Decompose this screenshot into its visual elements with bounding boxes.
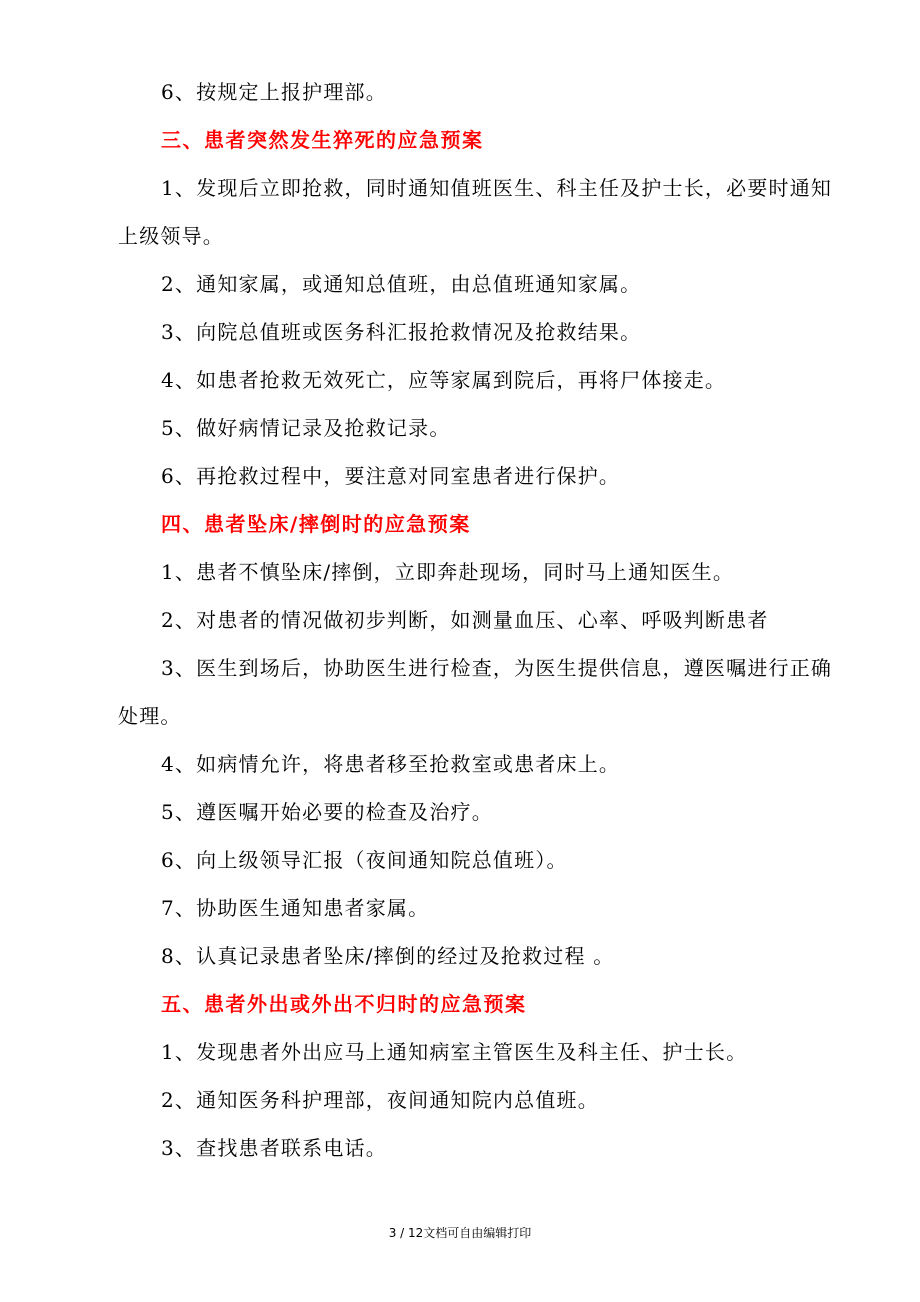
paragraph-line: 1、发现后立即抢救，同时通知值班医生、科主任及护士长，必要时通知 bbox=[161, 176, 833, 200]
paragraph-line: 8、认真记录患者坠床/摔倒的经过及抢救过程 。 bbox=[161, 944, 615, 968]
paragraph-line: 3、向院总值班或医务科汇报抢救情况及抢救结果。 bbox=[161, 320, 642, 344]
section-heading-fall: 四、患者坠床/摔倒时的应急预案 bbox=[161, 512, 471, 536]
paragraph-line: 1、发现患者外出应马上通知病室主管医生及科主任、护士长。 bbox=[161, 1040, 748, 1064]
paragraph-line: 5、做好病情记录及抢救记录。 bbox=[161, 416, 451, 440]
paragraph-line: 5、遵医嘱开始必要的检查及治疗。 bbox=[161, 800, 493, 824]
paragraph-line: 3、医生到场后，协助医生进行检查，为医生提供信息，遵医嘱进行正确 bbox=[161, 656, 833, 680]
paragraph-line: 3、查找患者联系电话。 bbox=[161, 1136, 387, 1160]
paragraph-line-continuation: 处理。 bbox=[118, 704, 182, 728]
paragraph-line: 2、通知家属，或通知总值班，由总值班通知家属。 bbox=[161, 272, 642, 296]
section-heading-sudden-death: 三、患者突然发生猝死的应急预案 bbox=[161, 128, 484, 152]
paragraph-line: 7、协助医生通知患者家属。 bbox=[161, 896, 430, 920]
paragraph-line: 6、按规定上报护理部。 bbox=[161, 80, 387, 104]
paragraph-line-continuation: 上级领导。 bbox=[118, 224, 224, 248]
paragraph-line: 4、如病情允许，将患者移至抢救室或患者床上。 bbox=[161, 752, 621, 776]
paragraph-line: 6、再抢救过程中，要注意对同室患者进行保护。 bbox=[161, 464, 621, 488]
paragraph-line: 1、患者不慎坠床/摔倒，立即奔赴现场，同时马上通知医生。 bbox=[161, 560, 735, 584]
page-footer: 3 / 12文档可自由编辑打印 bbox=[388, 1226, 532, 1240]
paragraph-line: 2、通知医务科护理部，夜间通知院内总值班。 bbox=[161, 1088, 599, 1112]
section-heading-absence: 五、患者外出或外出不归时的应急预案 bbox=[161, 992, 527, 1016]
paragraph-line: 2、对患者的情况做初步判断，如测量血压、心率、呼吸判断患者 bbox=[161, 608, 769, 632]
paragraph-line: 6、向上级领导汇报（夜间通知院总值班）。 bbox=[161, 848, 568, 872]
paragraph-line: 4、如患者抢救无效死亡，应等家属到院后，再将尸体接走。 bbox=[161, 368, 727, 392]
